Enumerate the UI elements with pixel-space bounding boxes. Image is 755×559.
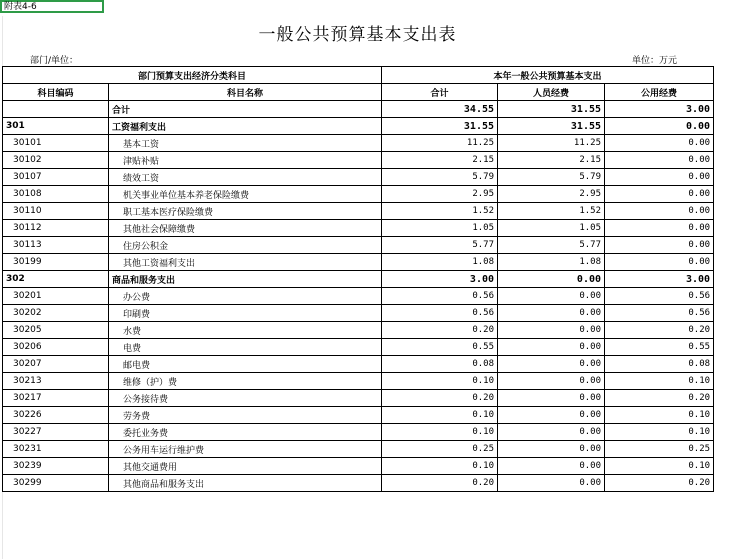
table-row[interactable] (3, 373, 714, 390)
table-body (3, 101, 714, 492)
selected-cell[interactable]: 附表4-6 (0, 0, 104, 13)
table-row[interactable] (3, 271, 714, 288)
table-row[interactable] (3, 152, 714, 169)
personnel-cell[interactable]: 31.55 (498, 101, 605, 118)
department-label: 部门/单位： (30, 56, 79, 66)
personnel-cell[interactable]: 0.00 (498, 339, 605, 356)
name-cell[interactable]: 委托业务费 (109, 424, 382, 441)
table-row[interactable] (3, 390, 714, 407)
code-cell[interactable]: 30199 (3, 254, 109, 271)
header-economic-classification: 部门预算支出经济分类科目 (3, 67, 382, 84)
total-cell[interactable]: 0.10 (382, 424, 498, 441)
personnel-cell[interactable]: 0.00 (498, 424, 605, 441)
code-cell[interactable]: 30239 (3, 458, 109, 475)
table-row[interactable] (3, 101, 714, 118)
personnel-cell[interactable]: 0.00 (498, 271, 605, 288)
personnel-cell[interactable]: 0.00 (498, 475, 605, 492)
header-code: 科目编码 (3, 84, 109, 101)
name-cell[interactable]: 工资福利支出 (109, 118, 382, 135)
budget-table (2, 66, 714, 492)
table-row[interactable] (3, 186, 714, 203)
total-cell[interactable]: 0.20 (382, 322, 498, 339)
personnel-cell[interactable]: 31.55 (498, 118, 605, 135)
public-cell[interactable]: 0.25 (605, 441, 714, 458)
public-cell[interactable]: 0.56 (605, 305, 714, 322)
table-row[interactable] (3, 424, 714, 441)
total-cell[interactable]: 34.55 (382, 101, 498, 118)
public-cell[interactable]: 0.10 (605, 424, 714, 441)
table-row[interactable] (3, 356, 714, 373)
table-row[interactable] (3, 118, 714, 135)
name-cell[interactable]: 公务用车运行维护费 (109, 441, 382, 458)
code-cell[interactable]: 30299 (3, 475, 109, 492)
table-row[interactable] (3, 407, 714, 424)
public-cell[interactable]: 0.00 (605, 254, 714, 271)
code-cell[interactable]: 302 (3, 271, 109, 288)
name-cell[interactable]: 其他商品和服务支出 (109, 475, 382, 492)
total-cell[interactable]: 0.10 (382, 373, 498, 390)
personnel-cell[interactable]: 0.00 (498, 322, 605, 339)
name-cell[interactable]: 其他工资福利支出 (109, 254, 382, 271)
code-cell[interactable]: 30217 (3, 390, 109, 407)
table-row[interactable] (3, 475, 714, 492)
code-cell[interactable]: 30113 (3, 237, 109, 254)
page-title: 一般公共预算基本支出表 (258, 25, 457, 45)
personnel-cell[interactable]: 2.95 (498, 186, 605, 203)
code-cell[interactable]: 30201 (3, 288, 109, 305)
total-cell[interactable]: 2.95 (382, 186, 498, 203)
personnel-cell[interactable]: 5.79 (498, 169, 605, 186)
public-cell[interactable]: 0.00 (605, 237, 714, 254)
total-cell[interactable]: 5.77 (382, 237, 498, 254)
personnel-cell[interactable]: 0.00 (498, 305, 605, 322)
table-row[interactable] (3, 254, 714, 271)
total-cell[interactable]: 11.25 (382, 135, 498, 152)
total-cell[interactable]: 0.20 (382, 475, 498, 492)
table-row[interactable] (3, 169, 714, 186)
public-cell[interactable]: 0.56 (605, 288, 714, 305)
name-cell[interactable]: 基本工资 (109, 135, 382, 152)
total-cell[interactable]: 0.10 (382, 407, 498, 424)
total-cell[interactable]: 0.10 (382, 458, 498, 475)
header-name: 科目名称 (109, 84, 382, 101)
total-cell[interactable]: 0.56 (382, 288, 498, 305)
table-row[interactable] (3, 220, 714, 237)
code-cell[interactable]: 30207 (3, 356, 109, 373)
personnel-cell[interactable]: 0.00 (498, 390, 605, 407)
personnel-cell[interactable]: 0.00 (498, 373, 605, 390)
public-cell[interactable]: 0.00 (605, 169, 714, 186)
public-cell[interactable]: 0.55 (605, 339, 714, 356)
code-cell[interactable]: 30226 (3, 407, 109, 424)
personnel-cell[interactable]: 0.00 (498, 458, 605, 475)
personnel-cell[interactable]: 0.00 (498, 407, 605, 424)
public-cell[interactable]: 0.00 (605, 186, 714, 203)
personnel-cell[interactable]: 0.00 (498, 288, 605, 305)
code-cell[interactable] (3, 101, 109, 118)
code-cell[interactable]: 301 (3, 118, 109, 135)
personnel-cell[interactable]: 0.00 (498, 356, 605, 373)
name-cell[interactable]: 电费 (109, 339, 382, 356)
header-basic-expenditure: 本年一般公共预算基本支出 (382, 67, 714, 84)
code-cell[interactable]: 30112 (3, 220, 109, 237)
name-cell[interactable]: 合计 (109, 101, 382, 118)
public-cell[interactable]: 0.00 (605, 135, 714, 152)
personnel-cell[interactable]: 1.08 (498, 254, 605, 271)
public-cell[interactable]: 3.00 (605, 271, 714, 288)
public-cell[interactable]: 3.00 (605, 101, 714, 118)
total-cell[interactable]: 0.56 (382, 305, 498, 322)
header-public: 公用经费 (605, 84, 714, 101)
code-cell[interactable]: 30110 (3, 203, 109, 220)
personnel-cell[interactable]: 1.52 (498, 203, 605, 220)
header-total: 合计 (382, 84, 498, 101)
name-cell[interactable]: 绩效工资 (109, 169, 382, 186)
code-cell[interactable]: 30231 (3, 441, 109, 458)
table-row[interactable] (3, 458, 714, 475)
code-cell[interactable]: 30206 (3, 339, 109, 356)
code-cell[interactable]: 30107 (3, 169, 109, 186)
code-cell[interactable]: 30102 (3, 152, 109, 169)
total-cell[interactable]: 0.25 (382, 441, 498, 458)
public-cell[interactable]: 0.20 (605, 475, 714, 492)
public-cell[interactable]: 0.00 (605, 118, 714, 135)
name-cell[interactable]: 津贴补贴 (109, 152, 382, 169)
code-cell[interactable]: 30205 (3, 322, 109, 339)
total-cell[interactable]: 31.55 (382, 118, 498, 135)
name-cell[interactable]: 印刷费 (109, 305, 382, 322)
name-cell[interactable]: 其他社会保障缴费 (109, 220, 382, 237)
table-row[interactable] (3, 288, 714, 305)
code-cell[interactable]: 30227 (3, 424, 109, 441)
table-row[interactable] (3, 441, 714, 458)
name-cell[interactable]: 公务接待费 (109, 390, 382, 407)
table-row[interactable] (3, 305, 714, 322)
table-row[interactable] (3, 339, 714, 356)
unit-label: 单位：万元 (632, 56, 678, 66)
code-cell[interactable]: 30213 (3, 373, 109, 390)
name-cell[interactable]: 办公费 (109, 288, 382, 305)
total-cell[interactable]: 0.55 (382, 339, 498, 356)
public-cell[interactable]: 0.00 (605, 220, 714, 237)
total-cell[interactable]: 5.79 (382, 169, 498, 186)
table-row[interactable] (3, 203, 714, 220)
header-personnel: 人员经费 (498, 84, 605, 101)
table-row[interactable] (3, 237, 714, 254)
public-cell[interactable]: 0.20 (605, 390, 714, 407)
total-cell[interactable]: 0.08 (382, 356, 498, 373)
code-cell[interactable]: 30101 (3, 135, 109, 152)
name-cell[interactable]: 维修（护）费 (109, 373, 382, 390)
public-cell[interactable]: 0.10 (605, 373, 714, 390)
name-cell[interactable]: 其他交通费用 (109, 458, 382, 475)
total-cell[interactable]: 2.15 (382, 152, 498, 169)
total-cell[interactable]: 1.08 (382, 254, 498, 271)
code-cell[interactable]: 30108 (3, 186, 109, 203)
personnel-cell[interactable]: 11.25 (498, 135, 605, 152)
name-cell[interactable]: 邮电费 (109, 356, 382, 373)
public-cell[interactable]: 0.10 (605, 407, 714, 424)
table-row[interactable] (3, 322, 714, 339)
name-cell[interactable]: 住房公积金 (109, 237, 382, 254)
table-row[interactable] (3, 135, 714, 152)
name-cell[interactable]: 机关事业单位基本养老保险缴费 (109, 186, 382, 203)
public-cell[interactable]: 0.20 (605, 322, 714, 339)
name-cell[interactable]: 水费 (109, 322, 382, 339)
personnel-cell[interactable]: 2.15 (498, 152, 605, 169)
personnel-cell[interactable]: 0.00 (498, 441, 605, 458)
public-cell[interactable]: 0.00 (605, 152, 714, 169)
name-cell[interactable]: 职工基本医疗保险缴费 (109, 203, 382, 220)
code-cell[interactable]: 30202 (3, 305, 109, 322)
name-cell[interactable]: 商品和服务支出 (109, 271, 382, 288)
total-cell[interactable]: 0.20 (382, 390, 498, 407)
total-cell[interactable]: 1.05 (382, 220, 498, 237)
personnel-cell[interactable]: 1.05 (498, 220, 605, 237)
total-cell[interactable]: 1.52 (382, 203, 498, 220)
public-cell[interactable]: 0.08 (605, 356, 714, 373)
total-cell[interactable]: 3.00 (382, 271, 498, 288)
public-cell[interactable]: 0.10 (605, 458, 714, 475)
personnel-cell[interactable]: 5.77 (498, 237, 605, 254)
name-cell[interactable]: 劳务费 (109, 407, 382, 424)
public-cell[interactable]: 0.00 (605, 203, 714, 220)
